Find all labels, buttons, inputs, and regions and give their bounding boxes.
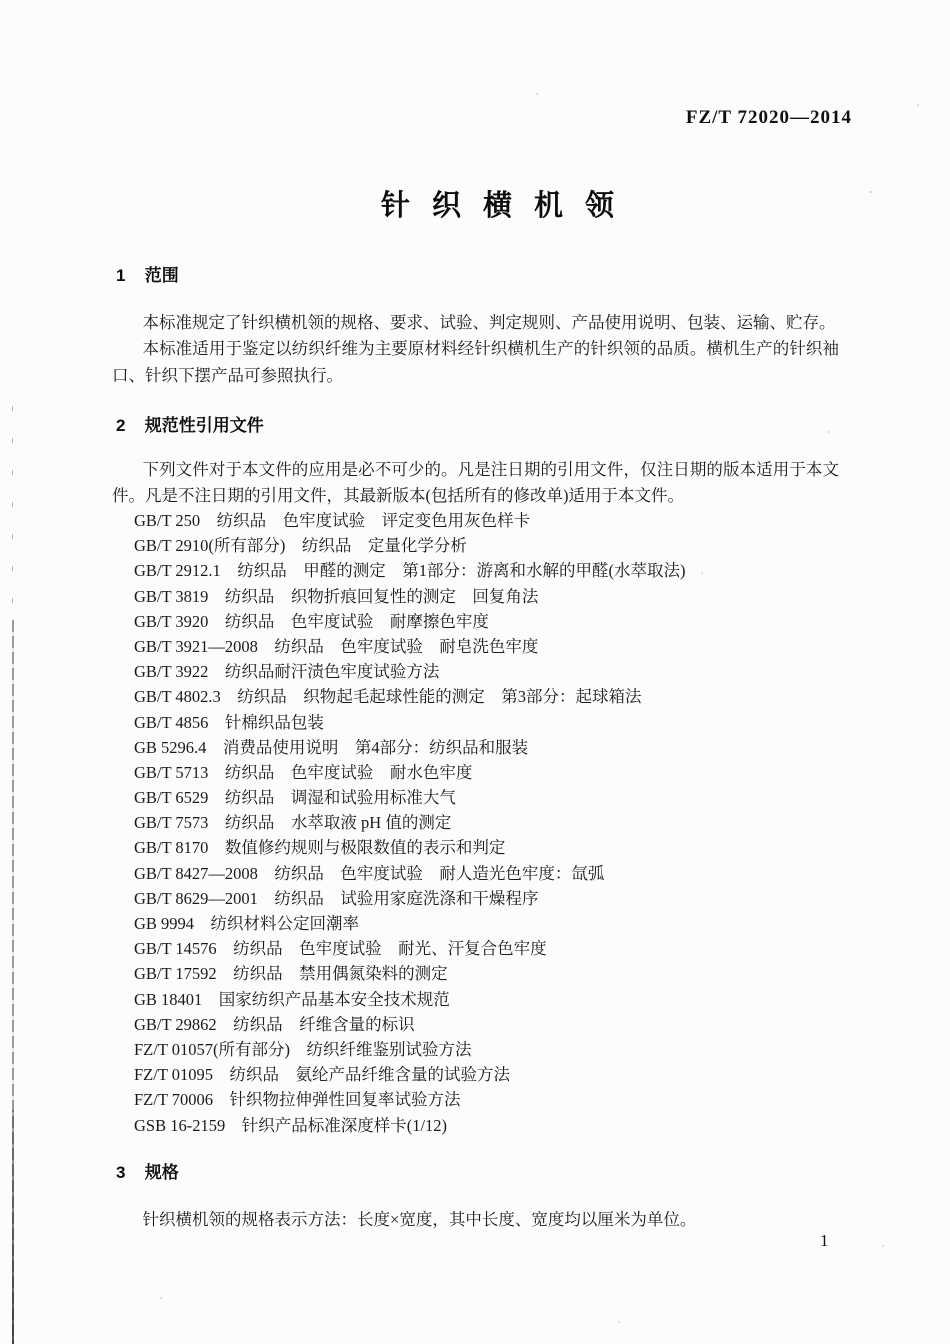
reference-item: GB/T 3819 纺织品 织物折痕回复性的测定 回复角法 xyxy=(134,586,539,606)
reference-item: GB 5296.4 消费品使用说明 第4部分：纺织品和服装 xyxy=(134,737,529,757)
section-3-title: 规格 xyxy=(144,1163,179,1182)
reference-item: GB/T 8629—2001 纺织品 试验用家庭洗涤和干燥程序 xyxy=(134,888,539,908)
scan-speck xyxy=(701,572,703,574)
reference-item: GB/T 7573 纺织品 水萃取液 pH 值的测定 xyxy=(134,813,452,833)
reference-item: FZ/T 70006 针织物拉伸弹性回复率试验方法 xyxy=(134,1090,461,1110)
section-1-title: 范围 xyxy=(144,266,179,285)
page-number: 1 xyxy=(820,1231,829,1250)
reference-item: GB/T 3920 纺织品 色牢度试验 耐摩擦色牢度 xyxy=(134,611,489,631)
reference-item: GB/T 4802.3 纺织品 织物起毛起球性能的测定 第3部分：起球箱法 xyxy=(134,687,642,707)
section-1-heading xyxy=(116,261,179,286)
document-title: 针织横机领 xyxy=(381,190,637,222)
reference-item: GB/T 2912.1 纺织品 甲醛的测定 第1部分：游离和水解的甲醛(水萃取法) xyxy=(134,561,686,581)
normative-references-list xyxy=(134,508,686,1138)
reference-item: GB/T 8427—2008 纺织品 色牢度试验 耐人造光色牢度：氙弧 xyxy=(134,863,605,883)
section-2-intro xyxy=(112,457,839,510)
reference-item: GB/T 5713 纺织品 色牢度试验 耐水色牢度 xyxy=(134,762,473,782)
paragraph: 本标准适用于鉴定以纺织纤维为主要原材料经针织横机生产的针织领的品质。横机生产的针织袖口、针织下摆产品可参照执行。 xyxy=(112,339,839,385)
reference-item: GB/T 4856 针棉织品包装 xyxy=(134,712,324,732)
section-2-heading xyxy=(116,411,264,436)
scan-speck xyxy=(882,1245,884,1247)
section-3-heading xyxy=(116,1158,179,1183)
scan-speck xyxy=(160,1297,162,1299)
reference-item: GSB 16-2159 针织产品标准深度样卡(1/12) xyxy=(134,1115,448,1135)
reference-item: GB/T 2910(所有部分) 纺织品 定量化学分析 xyxy=(134,536,467,556)
section-2-title: 规范性引用文件 xyxy=(144,416,264,435)
scan-speck xyxy=(828,431,830,433)
reference-item: GB/T 3921—2008 纺织品 色牢度试验 耐皂洗色牢度 xyxy=(134,636,539,656)
section-2-number: 2 xyxy=(116,416,126,435)
reference-item: GB 9994 纺织材料公定回潮率 xyxy=(134,914,360,933)
reference-item: GB/T 17592 纺织品 禁用偶氮染料的测定 xyxy=(134,964,448,984)
reference-item: FZ/T 01095 纺织品 氨纶产品纤维含量的试验方法 xyxy=(134,1065,510,1085)
scan-speck xyxy=(917,104,919,106)
section-3-number: 3 xyxy=(116,1163,126,1182)
standard-number: FZ/T 72020—2014 xyxy=(685,107,852,128)
paragraph: 针织横机领的规格表示方法：长度×宽度，其中长度、宽度均以厘米为单位。 xyxy=(142,1210,697,1229)
scan-speck xyxy=(618,1321,620,1323)
reference-item: FZ/T 01057(所有部分) 纺织纤维鉴别试验方法 xyxy=(134,1039,472,1059)
section-1-body xyxy=(112,310,839,389)
reference-item: GB/T 8170 数值修约规则与极限数值的表示和判定 xyxy=(134,838,506,858)
reference-item: GB/T 3922 纺织品耐汗渍色牢度试验方法 xyxy=(134,662,440,682)
section-3-body xyxy=(112,1207,872,1233)
scan-edge-line xyxy=(12,1110,14,1344)
section-1-number: 1 xyxy=(116,266,126,285)
reference-item: GB/T 6529 纺织品 调湿和试验用标准大气 xyxy=(134,788,456,808)
reference-item: GB/T 29862 纺织品 纤维含量的标识 xyxy=(134,1014,415,1034)
paragraph: 本标准规定了针织横机领的规格、要求、试验、判定规则、产品使用说明、包装、运输、贮存。 xyxy=(142,313,836,332)
scan-speck xyxy=(536,93,538,95)
reference-item: GB/T 14576 纺织品 色牢度试验 耐光、汗复合色牢度 xyxy=(134,939,547,959)
paragraph: 下列文件对于本文件的应用是必不可少的。凡是注日期的引用文件，仅注日期的版本适用于本文件。凡是不注日期的引用文件，其最新版本(包括所有的修改单)适用于本文件。 xyxy=(112,460,839,506)
reference-item: GB/T 250 纺织品 色牢度试验 评定变色用灰色样卡 xyxy=(134,511,531,530)
reference-item: GB 18401 国家纺织产品基本安全技术规范 xyxy=(134,989,450,1009)
scan-speck xyxy=(869,191,872,193)
scan-edge-line xyxy=(12,406,13,620)
